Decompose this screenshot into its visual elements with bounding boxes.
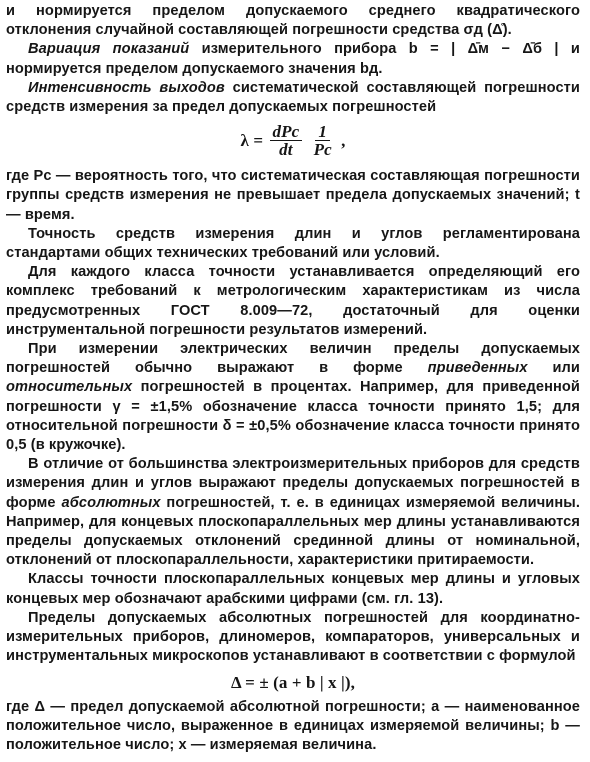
fraction-denominator-pc: Pс: [313, 140, 332, 160]
paragraph-length-angles: [6, 455, 580, 570]
term-intensity: Интенсивность выходов: [28, 79, 225, 96]
paragraph-accuracy-class: Для каждого класса точности устанавливается определяющий его комплекс требований к метрологическим характеристикам из числа предусмотренных ГОСТ 8.009—72, достаточный для оценки инструментальной погрешности результатов измерений.: [6, 264, 580, 338]
term-relative: относительных: [6, 379, 133, 396]
paragraph-variation: [6, 40, 580, 78]
fraction-1-pc: [311, 123, 335, 158]
paragraph-electrical: [6, 340, 580, 455]
paragraph-absolute-limits: Пределы допускаемых абсолютных погрешностей для координатно-измерительных приборов, длиномеров, компараторов, универсальных и инструментальных микроскопов устанавливают в соответствии с формулой: [6, 609, 580, 665]
formula-lambda: [6, 123, 580, 159]
term-absolute: абсолютных: [61, 494, 161, 511]
fraction-denominator-dt: dt: [279, 140, 293, 160]
paragraph-length-text-2: погрешностей, т. е. в единицах измеряемой величины. Например, для концевых плоскопараллельных мер длины устанавливаются пределы допускаемых отклонений срединной длины от номинальной, отклонений от плоскопараллельности, характеристики притираемости.: [6, 494, 580, 569]
paragraph-where-delta: где Δ — предел допускаемой абсолютной погрешности; a — наименованное положительное число, выраженное в единицах измеряемой величины; b — положительное число; x — измеряемая величина.: [6, 698, 580, 754]
paragraph-electrical-text-2: или: [527, 360, 580, 377]
term-variation: Вариация показаний: [28, 41, 190, 58]
paragraph-accuracy-standards: Точность средств измерения длин и углов регламентирована стандартами общих технических требований или условий.: [6, 225, 580, 262]
formula-lambda-comma: ,: [341, 131, 346, 151]
fraction-numerator-dpc: dPс: [270, 123, 303, 141]
paragraph-intensity: [6, 79, 580, 117]
paragraph-intensity-text: систематической составляющей погрешности средств измерения за предел допускаемых погрешностей: [6, 79, 580, 116]
paragraph-gauge-classes: Классы точности плоскопараллельных концевых мер длины и угловых концевых мер обозначают арабскими цифрами (см. гл. 13).: [6, 571, 580, 607]
paragraph-variation-text: измерительного прибора b = | Δ̄м − Δ̄б | и нормируется пределом допускаемого значения bд.: [6, 41, 581, 77]
paragraph-electrical-text-3: погрешностей в процентах. Например, для приведенной погрешности γ = ±1,5% обозначение класса точности принято 1,5; для относительной погрешности δ = ±0,5% обозначение класса точности принято 0,5 (в кружочке).: [6, 379, 580, 454]
fraction-dpc-dt: [270, 123, 303, 158]
paragraph-length-text-1: В отличие от большинства электроизмерительных приборов для средств измерения длин и углов выражают пределы допускаемых погрешностей в форме: [6, 456, 580, 511]
paragraph-continuation: и нормируется пределом допускаемого среднего квадратического отклонения случайной составляющей погрешности средства σд (Δ̊).: [6, 3, 580, 39]
paragraph-where-pc: где Pс — вероятность того, что систематическая составляющая погрешности группы средств измерения не превышает предела допускаемых значений; t — время.: [6, 168, 580, 223]
formula-lambda-lhs: λ =: [240, 131, 264, 151]
term-reduced: приведенных: [427, 360, 528, 377]
formula-delta: Δ = ± (a + b | x |),: [231, 672, 355, 692]
paragraph-electrical-text-1: При измерении электрических величин пределы допускаемых погрешностей обычно выражают в форме: [6, 341, 580, 377]
fraction-numerator-1: 1: [315, 123, 330, 141]
